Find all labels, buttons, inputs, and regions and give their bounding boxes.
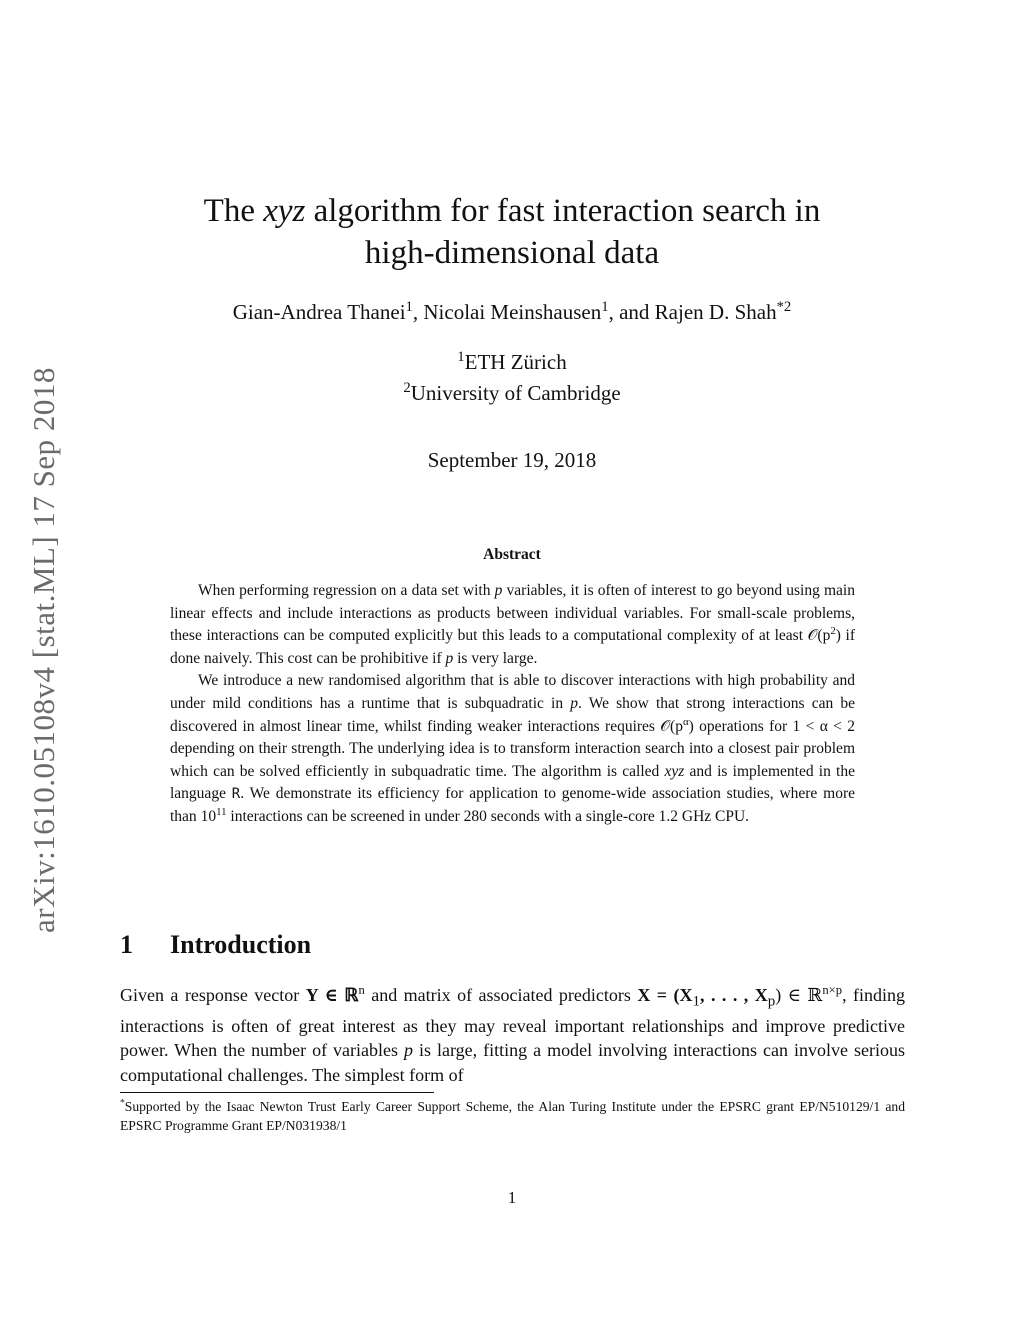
footnote-rule bbox=[120, 1092, 434, 1093]
body-paragraph: Given a response vector Y ∈ ℝ$^n$ and matrix of associated predictors $X = (X_1$, . . . , $X_p$) ∈ ℝ$^{n\times p}$, finding interactions is often of great interest as they may reveal important relationships and improve predictive power. When the number of variables p is large, fitting a model involving interactions can involve serious computational challenges. The simplest form of bbox=[120, 983, 906, 1085]
author-name: Nicolai Meinshausen bbox=[423, 300, 602, 324]
affiliation: $^2$University of Cambridge bbox=[403, 380, 621, 405]
affiliation: $^1$ETH Zürich bbox=[457, 349, 567, 374]
footnote: *Supported by the Isaac Newton Trust Early Career Support Scheme, the Alan Turing Institute under the EPSRC grant EP/N510129/1 and EPSRC Programme Grant EP/N031938/1 bbox=[120, 1098, 905, 1133]
author-name: Rajen D. Shah bbox=[654, 300, 777, 324]
arxiv-id: arXiv:1610.05108v4 [stat.ML] 17 Sep 2018 bbox=[26, 367, 61, 933]
abstract bbox=[170, 580, 855, 829]
abstract-paragraph: We introduce a new randomised algorithm that is able to discover interactions with high probability and under mild conditions has a runtime that is subquadratic in p. We show that strong interactions can be discovered in almost linear time, whilst finding weaker interactions requires $𝒪(p^\alpha)$ operations for 1 < α < 2 depending on their strength. The underlying idea is to transform interaction search into a closest pair problem which can be solved efficiently in subquadratic time. The algorithm is called xyz and is implemented in the language R. We demonstrate its efficiency for application to genome-wide association studies, where more than $10^{11}$ interactions can be screened in under 280 seconds with a single-core 1.2 GHz CPU. bbox=[170, 672, 855, 825]
page-number: 1 bbox=[507, 1188, 517, 1207]
paper-date: September 19, 2018 bbox=[427, 448, 597, 472]
paper-title: The xyz algorithm for fast interaction search in high-dimensional data bbox=[203, 193, 821, 271]
author-list: Gian-Andrea Thanei$^1$, Nicolai Meinshausen$^1$, and Rajen D. Shah$^{*2}$ bbox=[232, 299, 792, 324]
abstract-paragraph: When performing regression on a data set with p variables, it is often of interest to go beyond using main linear effects and include interactions as products between individual variables. For small-scale problems, these interactions can be computed explicitly but this leads to a computational complexity of at least $𝒪(p^2)$ if done naively. This cost can be prohibitive if p is very large. bbox=[170, 582, 856, 667]
abstract-heading: Abstract bbox=[483, 546, 541, 563]
author-name: Gian-Andrea Thanei bbox=[232, 300, 406, 324]
section-heading: 1 Introduction bbox=[120, 930, 312, 959]
